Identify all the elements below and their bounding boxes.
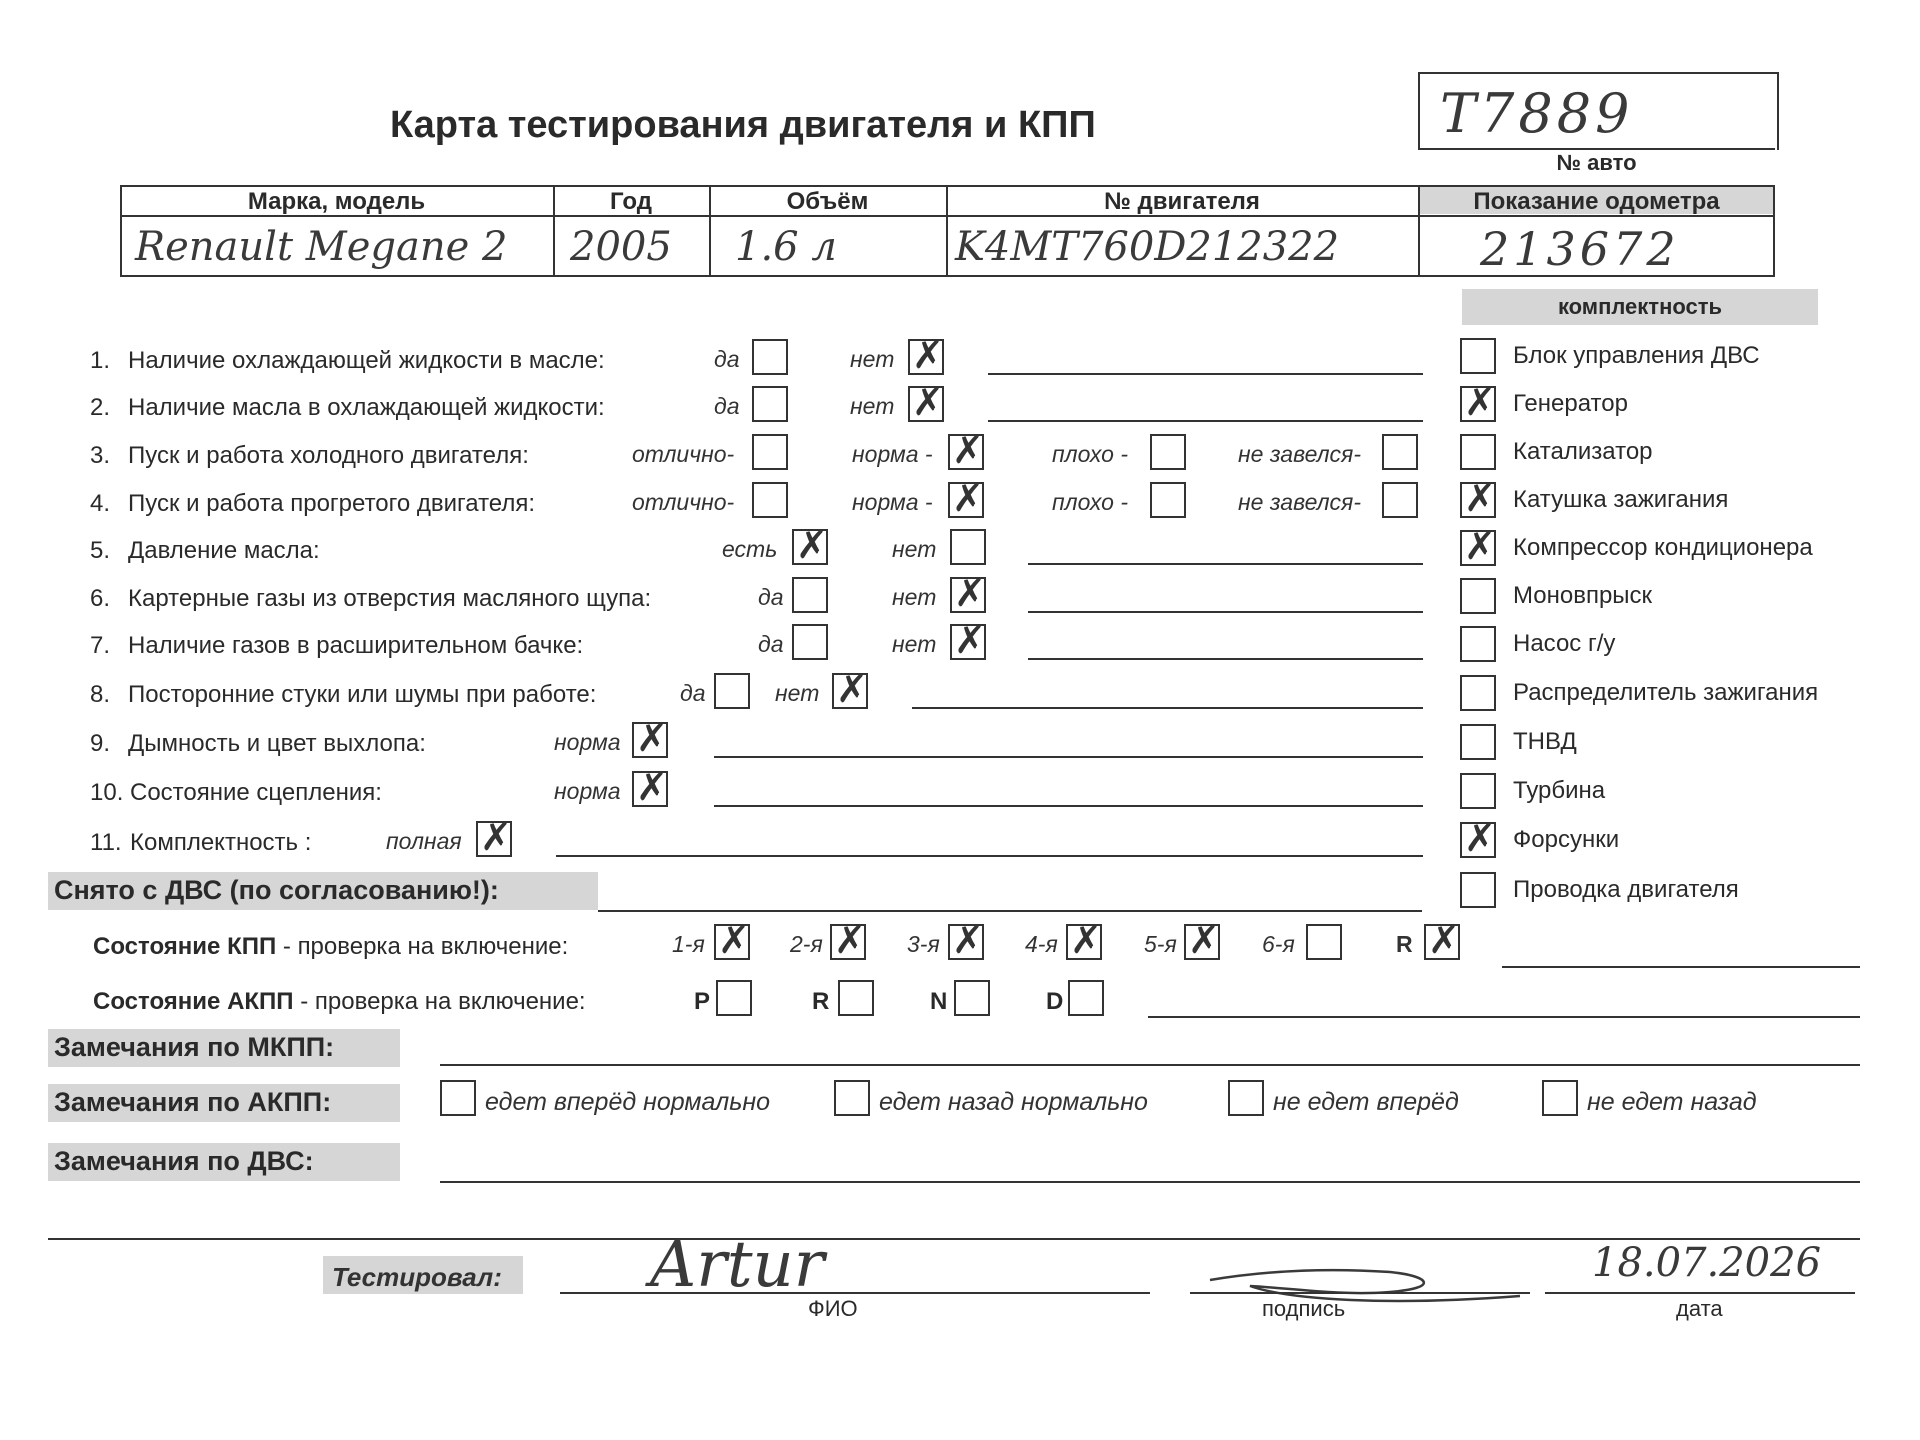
remarks-dvs-label: Замечания по ДВС: [54,1146,314,1176]
completeness-checkbox[interactable] [1460,338,1496,374]
option-label: плохо - [1052,441,1128,467]
completeness-item-label: Форсунки [1513,826,1620,853]
date-label: дата [1676,1296,1723,1321]
completeness-item-label: Катушка зажигания [1513,486,1729,513]
option-label: не завелся- [1238,441,1362,467]
header-col-volume: Объём [786,188,869,215]
tested-label: Тестировал: [332,1262,502,1292]
kpp-label-rest: - проверка на включение: [276,933,569,960]
date-value: 18.07.2026 [1592,1240,1822,1286]
kpp-line [1502,966,1860,968]
gear-label: R [1396,931,1413,957]
check-mark: ✗ [1464,816,1496,860]
check-mark: ✗ [636,765,668,809]
option-label: да [758,584,784,610]
value-engine: K4MT760D212322 [955,224,1340,270]
question-label: Наличие газов в расширительном бачке: [128,632,584,659]
value-volume: 1.6 л [735,224,837,270]
check-mark: ✗ [952,428,984,472]
option-checkbox[interactable] [908,380,944,424]
gear-checkbox[interactable] [1066,918,1102,962]
answer-line [1028,611,1423,613]
akpp-mode-checkbox[interactable] [954,980,990,1016]
option-checkbox[interactable] [752,386,788,422]
option-checkbox[interactable] [950,529,986,565]
option-label: нет [892,631,937,657]
answer-line [556,855,1423,857]
question-label: Наличие масла в охлаждающей жидкости: [128,394,605,421]
question-label: Наличие охлаждающей жидкости в масле: [128,347,605,374]
kpp-label-bold: Состояние КПП [93,933,277,960]
option-label: норма - [852,489,933,515]
check-mark: ✗ [912,380,944,424]
option-label: да [758,631,784,657]
header-col-odometer: Показание одометра [1473,188,1720,215]
option-checkbox[interactable] [950,618,986,662]
answer-line [988,420,1423,422]
question-label: Картерные газы из отверстия масляного щупа: [128,585,652,612]
question-number: 10. [90,779,124,806]
removed-line [598,910,1422,912]
value-odometer: 213672 [1480,222,1680,276]
check-mark: ✗ [636,716,668,760]
completeness-checkbox[interactable] [1460,434,1496,470]
akpp-label-rest: - проверка на включение: [293,988,586,1015]
option-label: да [680,680,706,706]
completeness-item-label: Блок управления ДВС [1513,342,1760,369]
check-mark: ✗ [912,333,944,377]
option-checkbox[interactable] [1382,434,1418,470]
check-mark: ✗ [952,476,984,520]
question-number: 8. [90,681,111,708]
completeness-checkbox[interactable] [1460,578,1496,614]
question-number: 7. [90,632,111,659]
akpp-line [1148,1016,1860,1018]
check-mark: ✗ [1428,918,1460,962]
check-mark: ✗ [836,667,868,711]
value-year: 2005 [570,224,672,270]
check-mark: ✗ [952,918,984,962]
option-label: отлично- [632,441,735,467]
option-label: норма - [852,441,933,467]
question-number: 6. [90,585,111,612]
option-checkbox[interactable] [832,667,868,711]
completeness-item-label: Насос г/у [1513,630,1616,657]
akpp-remark-label: едет вперёд нормально [485,1088,771,1116]
akpp-mode-checkbox[interactable] [716,980,752,1016]
check-mark: ✗ [1464,476,1496,520]
option-label: нет [775,680,820,706]
remarks-akpp-label: Замечания по АКПП: [54,1087,332,1117]
option-checkbox[interactable] [752,339,788,375]
option-label: полная [386,828,462,854]
option-label: нет [850,393,895,419]
option-checkbox[interactable] [792,577,828,613]
value-make: Renault Megane 2 [135,224,508,270]
gear-label: 3-я [907,931,940,957]
header-col-make: Марка, модель [247,188,426,215]
option-checkbox[interactable] [632,716,668,760]
completeness-checkbox[interactable] [1460,872,1496,908]
option-checkbox[interactable] [714,673,750,709]
remarks-mkpp-label: Замечания по МКПП: [54,1032,335,1062]
akpp-mode-label: N [930,988,948,1015]
option-label: нет [850,346,895,372]
check-mark: ✗ [718,918,750,962]
question-number: 4. [90,490,111,517]
akpp-mode-label: D [1046,988,1064,1015]
completeness-item-label: ТНВД [1513,728,1577,755]
option-label: норма [554,778,621,804]
gear-checkbox[interactable] [1306,924,1342,960]
option-checkbox[interactable] [752,434,788,470]
option-checkbox[interactable] [948,476,984,520]
check-mark: ✗ [1464,380,1496,424]
option-checkbox[interactable] [632,765,668,809]
gear-checkbox[interactable] [1424,918,1460,962]
question-label: Состояние сцепления: [130,779,382,806]
akpp-remark-checkbox[interactable] [834,1080,870,1116]
completeness-checkbox[interactable] [1460,675,1496,711]
check-mark: ✗ [954,618,986,662]
answer-line [912,707,1423,709]
remarks-dvs-line-2 [48,1238,1860,1240]
completeness-item-label: Турбина [1513,777,1606,804]
answer-line [714,805,1423,807]
sign-line [1190,1292,1530,1294]
completeness-checkbox[interactable] [1460,476,1496,520]
remarks-dvs-line [440,1181,1860,1183]
kpp-label [93,933,568,961]
question-label: Пуск и работа прогретого двигателя: [128,490,536,517]
completeness-checkbox[interactable] [1460,724,1496,760]
akpp-remark-label: не едет вперёд [1273,1088,1459,1116]
check-mark: ✗ [1070,918,1102,962]
question-label: Давление масла: [128,537,320,564]
option-label: плохо - [1052,489,1128,515]
page-title: Карта тестирования двигателя и КПП [390,104,1096,146]
option-label: да [714,393,740,419]
header-col-engine: № двигателя [1104,188,1260,215]
answer-line [1028,658,1423,660]
option-label: нет [892,536,937,562]
gear-label: 5-я [1144,931,1177,957]
option-label: да [714,346,740,372]
question-label: Посторонние стуки или шумы при работе: [128,681,597,708]
question-number: 2. [90,394,111,421]
akpp-mode-label: P [694,988,711,1015]
option-checkbox[interactable] [1150,482,1186,518]
question-label: Комплектность : [130,829,312,856]
akpp-label [93,988,586,1016]
akpp-remark-checkbox[interactable] [440,1080,476,1116]
option-checkbox[interactable] [1382,482,1418,518]
option-checkbox[interactable] [948,428,984,472]
question-number: 1. [90,347,111,374]
fio-line [560,1292,1150,1294]
completeness-checkbox[interactable] [1460,524,1496,568]
akpp-remark-label: едет назад нормально [879,1088,1148,1116]
completeness-item-label: Генератор [1513,390,1628,417]
check-mark: ✗ [954,571,986,615]
akpp-mode-label: R [812,988,830,1015]
completeness-item-label: Катализатор [1513,438,1653,465]
akpp-mode-checkbox[interactable] [1068,980,1104,1016]
option-checkbox[interactable] [950,571,986,615]
completeness-item-label: Моновпрыск [1513,582,1653,609]
question-number: 11. [90,829,122,856]
sign-label: подпись [1262,1296,1346,1321]
gear-label: 4-я [1025,931,1058,957]
remarks-mkpp-line [440,1064,1860,1066]
gear-label: 1-я [672,931,705,957]
gear-label: 2-я [790,931,823,957]
option-label: нет [892,584,937,610]
question-number: 9. [90,730,111,757]
signature-image [1190,1250,1530,1310]
completeness-item-label: Компрессор кондиционера [1513,534,1813,561]
option-label: есть [722,536,778,562]
header-col-year: Год [610,188,652,215]
option-checkbox[interactable] [476,815,512,859]
gear-label: 6-я [1262,931,1295,957]
answer-line [1028,563,1423,565]
completeness-checkbox[interactable] [1460,626,1496,662]
fio-label: ФИО [808,1296,858,1321]
answer-line [714,756,1423,758]
gear-checkbox[interactable] [830,918,866,962]
option-checkbox[interactable] [908,333,944,377]
check-mark: ✗ [796,523,828,567]
check-mark: ✗ [1464,524,1496,568]
car-number-label: № авто [1556,150,1637,175]
answer-line [988,373,1423,375]
completeness-item-label: Проводка двигателя [1513,876,1739,903]
check-mark: ✗ [480,815,512,859]
question-label: Дымность и цвет выхлопа: [128,730,426,757]
removed-label: Снято с ДВС (по согласованию!): [54,875,499,905]
option-checkbox[interactable] [792,624,828,660]
check-mark: ✗ [1188,918,1220,962]
option-label: норма [554,729,621,755]
completeness-item-label: Распределитель зажигания [1513,679,1819,706]
completeness-checkbox[interactable] [1460,380,1496,424]
option-label: отлично- [632,489,735,515]
tested-name-value: Artur [650,1228,825,1302]
option-checkbox[interactable] [1150,434,1186,470]
question-number: 5. [90,537,111,564]
date-line [1545,1292,1855,1294]
gear-checkbox[interactable] [714,918,750,962]
question-number: 3. [90,442,111,469]
check-mark: ✗ [834,918,866,962]
akpp-remark-label: не едет назад [1587,1088,1757,1116]
question-label: Пуск и работа холодного двигателя: [128,442,529,469]
completeness-checkbox[interactable] [1460,773,1496,809]
option-checkbox[interactable] [792,523,828,567]
akpp-mode-checkbox[interactable] [838,980,874,1016]
gear-checkbox[interactable] [948,918,984,962]
option-label: не завелся- [1238,489,1362,515]
option-checkbox[interactable] [752,482,788,518]
akpp-remark-checkbox[interactable] [1228,1080,1264,1116]
gear-checkbox[interactable] [1184,918,1220,962]
akpp-remark-checkbox[interactable] [1542,1080,1578,1116]
car-number-value: T7889 [1440,82,1634,145]
completeness-checkbox[interactable] [1460,816,1496,860]
akpp-label-bold: Состояние АКПП [93,988,294,1015]
completeness-title: комплектность [1462,289,1818,325]
